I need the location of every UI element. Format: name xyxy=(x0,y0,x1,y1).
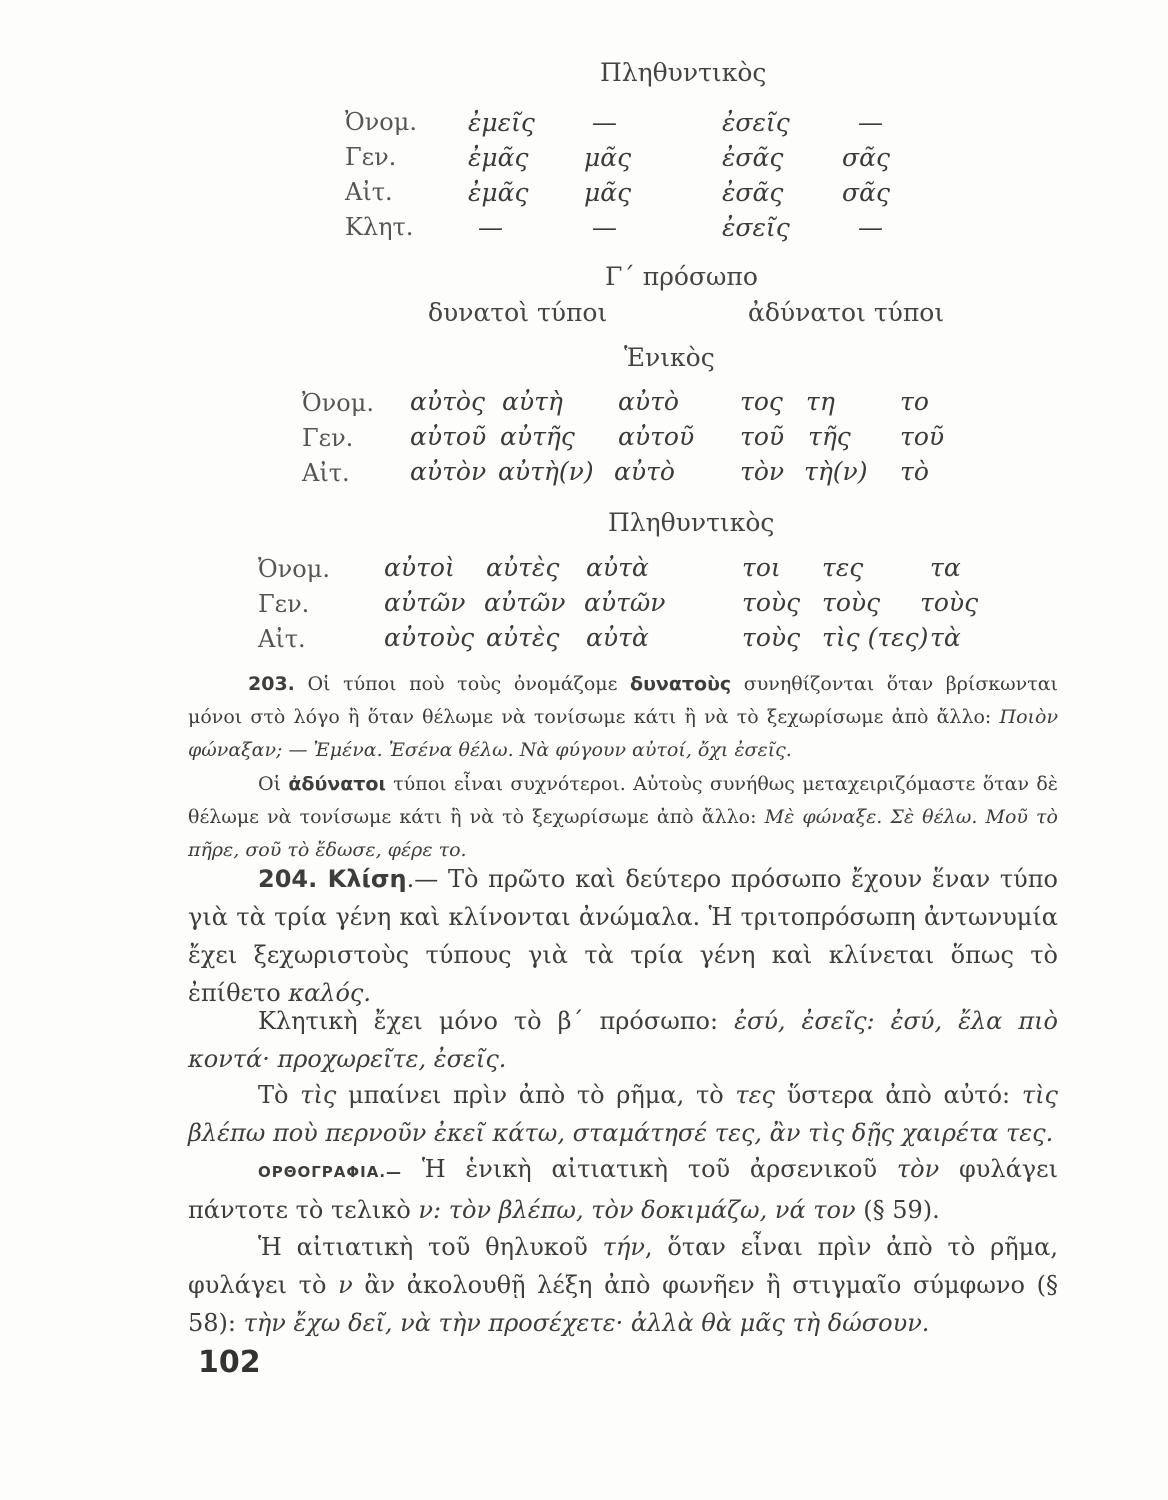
example-text: ν: τὸν βλέπω, τὸν δοκιμάζω, νά τον xyxy=(418,1196,856,1224)
example-text: καλός. xyxy=(288,979,371,1007)
paragraph-text: τύποι εἶναι συχνότεροι. Αὐτοὺς συνήθως μεταχειριζόμαστε ὅταν δὲ θέλωμε νὰ τονίσωμε κάτι ἢ νὰ τὸ ξεχωρίσωμε ἀπὸ ἄλλο: xyxy=(188,773,1058,828)
table-cell: τὴ(ν) xyxy=(804,457,868,486)
table-cell: ἐμᾶς xyxy=(468,178,529,207)
paragraph-text: φυλάγει πάντοτε τὸ τελικὸ xyxy=(188,1155,1058,1224)
case-label: Γεν. xyxy=(302,424,354,452)
example-text: ν xyxy=(338,1271,353,1299)
paragraph-text: ἂν ἀκολουθῇ λέξη ἀπὸ φωνῆεν ἢ στιγμαῖο σύμφωνο (§ 58): xyxy=(188,1271,1058,1337)
case-label: Γεν. xyxy=(258,590,310,618)
table-cell: ἐσεῖς xyxy=(722,108,790,137)
table-cell: σᾶς xyxy=(842,178,890,207)
table-cell: ἐσεῖς xyxy=(722,213,790,242)
paragraph-vocative xyxy=(188,1002,1058,1078)
table-cell: τοὺς xyxy=(742,588,801,617)
table-cell: αὐτὸς xyxy=(410,387,485,416)
plural-heading-2: Πληθυντικὸς xyxy=(608,508,775,537)
example-text: Μὲ φώναξε. Σὲ θέλω. Μοῦ τὸ πῆρε, σοῦ τὸ ἔδωσε, φέρε το. xyxy=(188,806,1059,861)
table-cell: τες xyxy=(822,553,864,582)
example-text: τήν xyxy=(602,1233,645,1261)
paragraph-text: Ἡ ἑνικὴ αἰτιατικὴ τοῦ ἀρσενικοῦ xyxy=(402,1155,897,1183)
table-cell: — xyxy=(858,213,883,242)
table-cell: αὐτὸ xyxy=(614,457,675,486)
paragraph-204 xyxy=(188,860,1058,1012)
table-cell: αὐτὰ xyxy=(586,623,649,652)
table-cell: αὐτὲς xyxy=(486,623,560,652)
table-cell: αὐτὰ xyxy=(586,553,649,582)
case-label: Ὀνομ. xyxy=(258,555,330,583)
table-cell: ἐσᾶς xyxy=(722,178,784,207)
case-label: Αἰτ. xyxy=(345,178,393,206)
paragraph-text: , ὅταν εἶναι πρὶν ἀπὸ τὸ ρῆμα, φυλάγει τὸ xyxy=(188,1233,1059,1299)
paragraph-text: Ἡ αἰτιατικὴ τοῦ θηλυκοῦ xyxy=(258,1233,603,1261)
example-text: τὶς βλέπω ποὺ περνοῦν ἐκεῖ κάτω, σταμάτησέ τες, ἂν τὶς δῇς χαιρέτα τες. xyxy=(188,1081,1058,1147)
paragraph-text: Οἱ xyxy=(258,773,289,795)
third-person-heading: Γ΄ πρόσωπο xyxy=(605,262,758,291)
example-text: τὸν xyxy=(896,1155,940,1183)
example-text: τὶς xyxy=(300,1081,337,1109)
table-cell: — xyxy=(478,213,503,242)
example-text: τὴν ἔχω δεῖ, νὰ τὴν προσέχετε· ἀλλὰ θὰ μᾶς τὴ δώσουν. xyxy=(243,1309,930,1337)
example-text: τες xyxy=(735,1081,775,1109)
paragraph-orthography xyxy=(188,1150,1058,1229)
table-cell: τῆς xyxy=(808,422,851,451)
table-cell: αὐτὴ xyxy=(502,387,563,416)
table-cell: τα xyxy=(930,553,961,582)
weak-forms-heading: ἀδύνατοι τύποι xyxy=(748,298,945,327)
case-label: Κλητ. xyxy=(345,213,414,241)
table-cell: τοὺς xyxy=(742,623,801,652)
table-cell: αὐτοὺς xyxy=(384,623,475,652)
strong-forms-heading: δυνατοὶ τύποι xyxy=(428,298,608,327)
table-cell: αὐτὴ(ν) xyxy=(498,457,594,486)
table-cell: ἐμᾶς xyxy=(468,143,529,172)
table-cell: τοι xyxy=(742,553,781,582)
paragraph-text: συνηθίζονται ὅταν βρίσκωνται μόνοι στὸ λόγο ἢ ὅταν θέλωμε νὰ τονίσωμε κάτι ἢ νὰ τὸ ξεχωρίσωμε ἀπὸ ἄλλο: xyxy=(188,673,1059,728)
section-number: 204. xyxy=(258,865,318,893)
case-label: Γεν. xyxy=(345,143,397,171)
paragraph-weak-forms xyxy=(188,768,1058,867)
table-cell: αὐτῆς xyxy=(500,422,575,451)
paragraph-text: .— xyxy=(406,865,448,893)
section-title: Κλίση xyxy=(317,865,407,893)
paragraph-text: (§ 59). xyxy=(855,1196,940,1224)
case-label: Αἰτ. xyxy=(258,625,306,653)
table-cell: ἐσᾶς xyxy=(722,143,784,172)
table-cell: τη xyxy=(806,387,835,416)
table-cell: τὰ xyxy=(930,623,961,652)
table-cell: αὐτὸν xyxy=(410,457,487,486)
table-cell: το xyxy=(900,387,929,416)
paragraph-text: Κλητικὴ ἔχει μόνο τὸ β΄ πρόσωπο: xyxy=(258,1007,735,1035)
page-number: 102 xyxy=(198,1345,261,1380)
table-cell: αὐτῶν xyxy=(484,588,566,617)
paragraph-text: Οἱ τύποι ποὺ τοὺς ὀνομάζομε xyxy=(294,673,631,695)
table-cell: αὐτῶν xyxy=(584,588,666,617)
paragraph-text: Τὸ πρῶτο καὶ δεύτερο πρόσωπο ἔχουν ἕναν τύπο γιὰ τὰ τρία γένη καὶ κλίνονται ἀνώμαλα. Ἡ τριτοπρόσωπη ἀντωνυμία ἔχει ξεχωριστοὺς τύπους γιὰ τὰ τρία γένη καὶ κλίνεται ὅπως τὸ ἐπίθετο xyxy=(188,865,1058,1007)
table-cell: τοῦ xyxy=(740,422,785,451)
table-cell: μᾶς xyxy=(584,143,632,172)
paragraph-text: ὕστερα ἀπὸ αὐτό: xyxy=(774,1081,1022,1109)
case-label: Αἰτ. xyxy=(302,459,350,487)
table-cell: — xyxy=(592,213,617,242)
paragraph-text: μπαίνει πρὶν ἀπὸ τὸ ρῆμα, τὸ xyxy=(336,1081,736,1109)
table-cell: τοὺς xyxy=(822,588,881,617)
table-cell: μᾶς xyxy=(584,178,632,207)
table-cell: — xyxy=(592,108,617,137)
bold-term: ἀδύνατοι xyxy=(288,773,386,795)
case-label: Ὀνομ. xyxy=(345,108,417,136)
paragraph-203 xyxy=(188,668,1058,767)
paragraph-feminine xyxy=(188,1228,1058,1342)
table-cell: τοὺς xyxy=(920,588,979,617)
table-cell: αὐτοὶ xyxy=(384,553,455,582)
table-cell: αὐτοῦ xyxy=(410,422,487,451)
paragraph-tis xyxy=(188,1076,1058,1152)
section-number: 203. xyxy=(248,673,295,695)
singular-heading: Ἑνικὸς xyxy=(624,343,715,372)
table-cell: τος xyxy=(740,387,783,416)
bold-term: δυνατοὺς xyxy=(630,673,732,695)
table-cell: ἐμεῖς xyxy=(468,108,535,137)
table-cell: τὸν xyxy=(740,457,785,486)
orthography-label: ΟΡΘΟΓΡΑΦΙΑ.— xyxy=(258,1163,403,1181)
table-cell: σᾶς xyxy=(842,143,890,172)
table-cell: αὐτὲς xyxy=(486,553,560,582)
table-cell: τὶς (τες) xyxy=(822,623,929,652)
example-text: ἐσύ, ἐσεῖς: ἐσύ, ἔλα πιὸ κοντά· προχωρεῖτε, ἐσεῖς. xyxy=(188,1007,1059,1073)
case-label: Ὀνομ. xyxy=(302,389,374,417)
table-cell: αὐτῶν xyxy=(384,588,466,617)
table-cell: αὐτοῦ xyxy=(618,422,695,451)
example-text: Ποιὸν φώναξαν; — Ἐμένα. Ἐσένα θέλω. Νὰ φύγουν αὐτοί, ὄχι ἐσεῖς. xyxy=(188,706,1058,761)
table-cell: — xyxy=(858,108,883,137)
paragraph-text: Τὸ xyxy=(258,1081,301,1109)
table-cell: τὸ xyxy=(900,457,929,486)
table-cell: αὐτὸ xyxy=(618,387,679,416)
plural-heading-1: Πληθυντικὸς xyxy=(600,58,767,87)
table-cell: τοῦ xyxy=(900,422,945,451)
